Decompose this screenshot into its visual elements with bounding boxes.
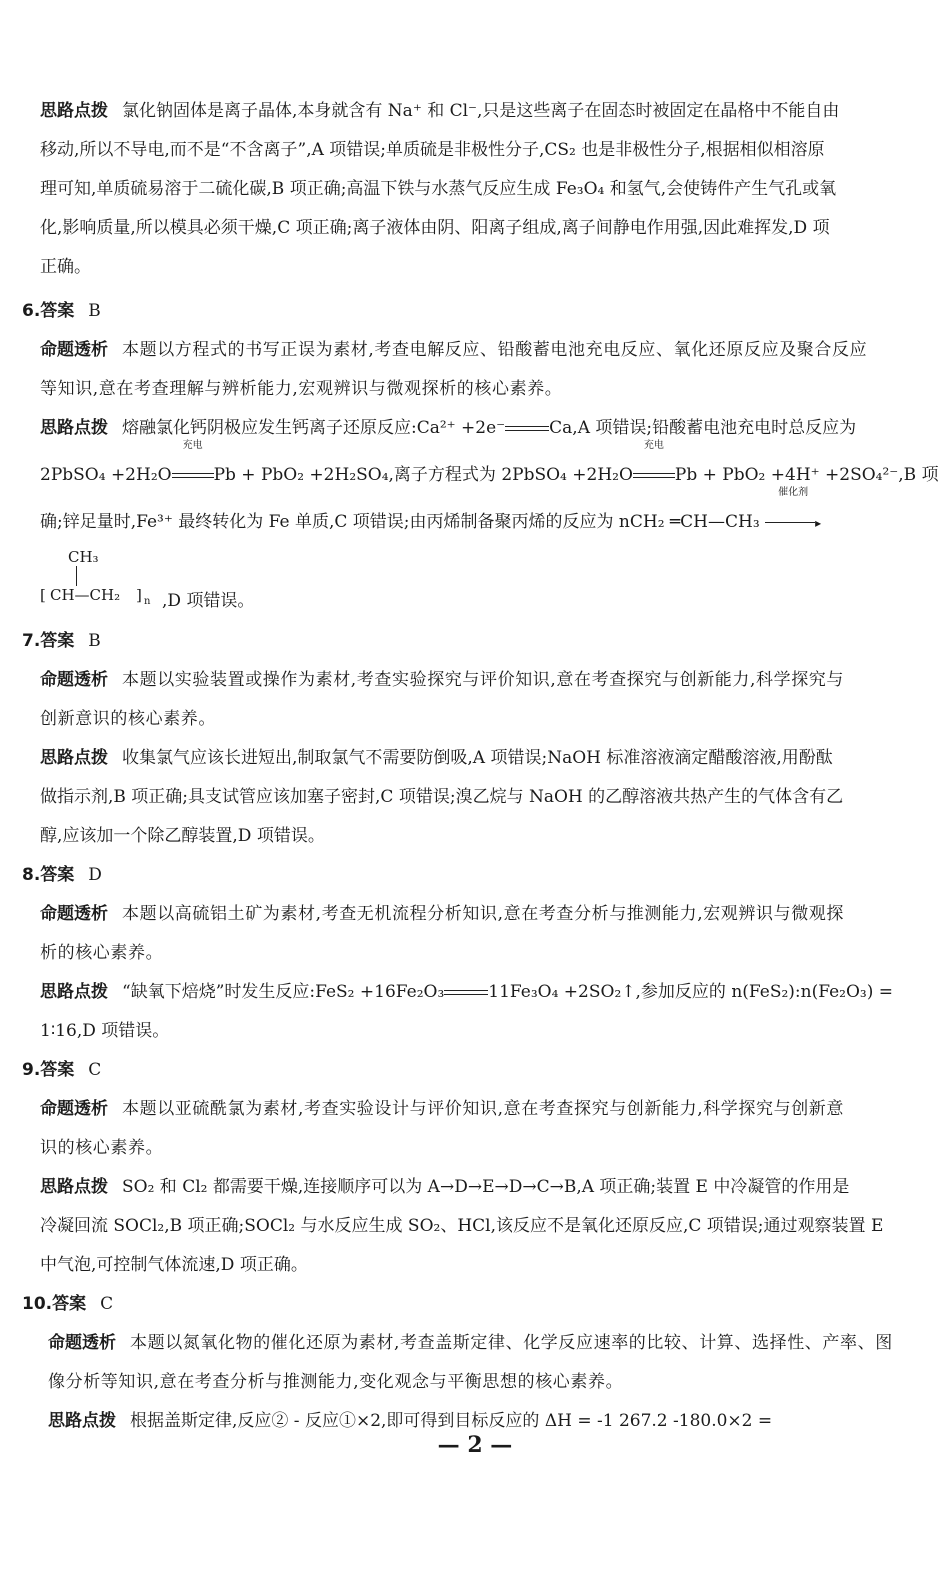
q8-analysis: 思路点拨 “缺氧下焙烧”时发生反应:FeS₂ +16Fe₂O₃ 11Fe₃O₄ +2SO₂↑,参加反应的 n(FeS₂):n(Fe₂O₃) = 1∶16,D 项错误。 xyxy=(40,982,894,1041)
equals-sign xyxy=(505,409,549,448)
q7-answer-line: 7.答案 B xyxy=(22,631,101,651)
q6-answer: B xyxy=(88,301,101,321)
q10-answer-line: 10.答案 C xyxy=(22,1294,114,1314)
charge-condition-arrow: 充电 xyxy=(172,456,214,495)
q10-intent: 命题透析 本题以氮氧化物的催化还原为素材,考查盖斯定律、化学反应速率的比较、计算、选择性、产率、图 像分析等知识,意在考查分析与推测能力,变化观念与平衡思想的核心素养。 xyxy=(48,1333,893,1392)
q9-analysis: 思路点拨 SO₂ 和 Cl₂ 都需要干燥,连接顺序可以为 A→D→E→D→C→B,A 项正确;装置 E 中冷凝管的作用是 冷凝回流 SOCl₂,B 项正确;SOCl₂ 与水反应生成 SO₂、HCl,该反应不是氧化还原反应,C 项错误;通过观察装置 E 中气泡,可控制气体流速,D 项正确。 xyxy=(40,1177,884,1275)
polypropylene-structure: CH₃ [ CH—CH₂ ] n ,D 项错误。 xyxy=(40,548,255,611)
q8-intent: 命题透析 本题以高硫铝土矿为素材,考查无机流程分析知识,意在考查分析与推测能力,宏观辨识与微观探 析的核心素养。 xyxy=(40,904,845,963)
q6-intent: 命题透析 本题以方程式的书写正误为素材,考查电解反应、铅酸蓄电池充电反应、氧化还原反应及聚合反应 等知识,意在考查理解与辨析能力,宏观辨识与微观探析的核心素养。 xyxy=(40,340,868,399)
q6-analysis: 思路点拨 熔融氯化钙阴极应发生钙离子还原反应:Ca²⁺ +2e⁻ Ca,A 项错误;铅酸蓄电池充电时总反应为 2PbSO₄ +2H₂O 充电 Pb + PbO₂ +2H₂SO₄,离子方程式为 2PbSO₄ +2H₂O 充电 Pb + PbO₂ +4H⁺ +2SO₄²⁻,B 项 确;锌足量时,Fe³⁺ 最终转化为 Fe 单质,C 项错误;由丙烯制备聚丙烯的反应为 nCH₂ ═CH—CH₃ 催化剂 ▸ xyxy=(40,409,920,543)
q8-answer: D xyxy=(88,865,102,885)
q9-intent: 命题透析 本题以亚硫酰氯为素材,考查实验设计与评价知识,意在考查探究与创新能力,科学探究与创新意 识的核心素养。 xyxy=(40,1099,845,1158)
q5-analysis: 思路点拨 氯化钠固体是离子晶体,本身就含有 Na⁺ 和 Cl⁻,只是这些离子在固态时被固定在晶格中不能自由 移动,所以不导电,而不是“不含离子”,A 项错误;单质硫是非极性分子,CS₂ 也是非极性分子,根据相似相溶原 理可知,单质硫易溶于二硫化碳,B 项正确;高温下铁与水蒸气反应生成 Fe₃O₄ 和氢气,会使铸件产生气孔或氧 化,影响质量,所以模具必须干燥,C 项正确;离子液体由阴、阳离子组成,离子间静电作用强,因此难挥发,D 项 正确。 xyxy=(40,101,840,277)
q7-analysis: 思路点拨 收集氯气应该长进短出,制取氯气不需要防倒吸,A 项错误;NaOH 标准溶液滴定醋酸溶液,用酚酞 做指示剂,B 项正确;具支试管应该加塞子密封,C 项错误;溴乙烷与 NaOH 的乙醇溶液共热产生的气体含有乙 醇,应该加一个除乙醇装置,D 项错误。 xyxy=(40,748,844,846)
q10-analysis: 思路点拨 根据盖斯定律,反应② - 反应①×2,即可得到目标反应的 ΔH = -1 267.2 -180.0×2 = xyxy=(48,1411,773,1431)
catalyst-arrow: 催化剂 ▸ xyxy=(765,503,821,543)
q8-answer-line: 8.答案 D xyxy=(22,865,102,885)
q6-answer-line: 6.答案 B xyxy=(22,301,101,321)
q7-answer: B xyxy=(88,631,101,651)
q9-answer: C xyxy=(88,1060,102,1080)
charge-condition-arrow-2: 充电 xyxy=(633,456,675,495)
analysis-label: 思路点拨 xyxy=(40,101,108,121)
q9-answer-line: 9.答案 C xyxy=(22,1060,102,1080)
q7-intent: 命题透析 本题以实验装置或操作为素材,考查实验探究与评价知识,意在考查探究与创新能力,科学探究与 创新意识的核心素养。 xyxy=(40,670,845,729)
q10-answer: C xyxy=(100,1294,114,1314)
page-number: — 2 — xyxy=(437,1432,513,1458)
